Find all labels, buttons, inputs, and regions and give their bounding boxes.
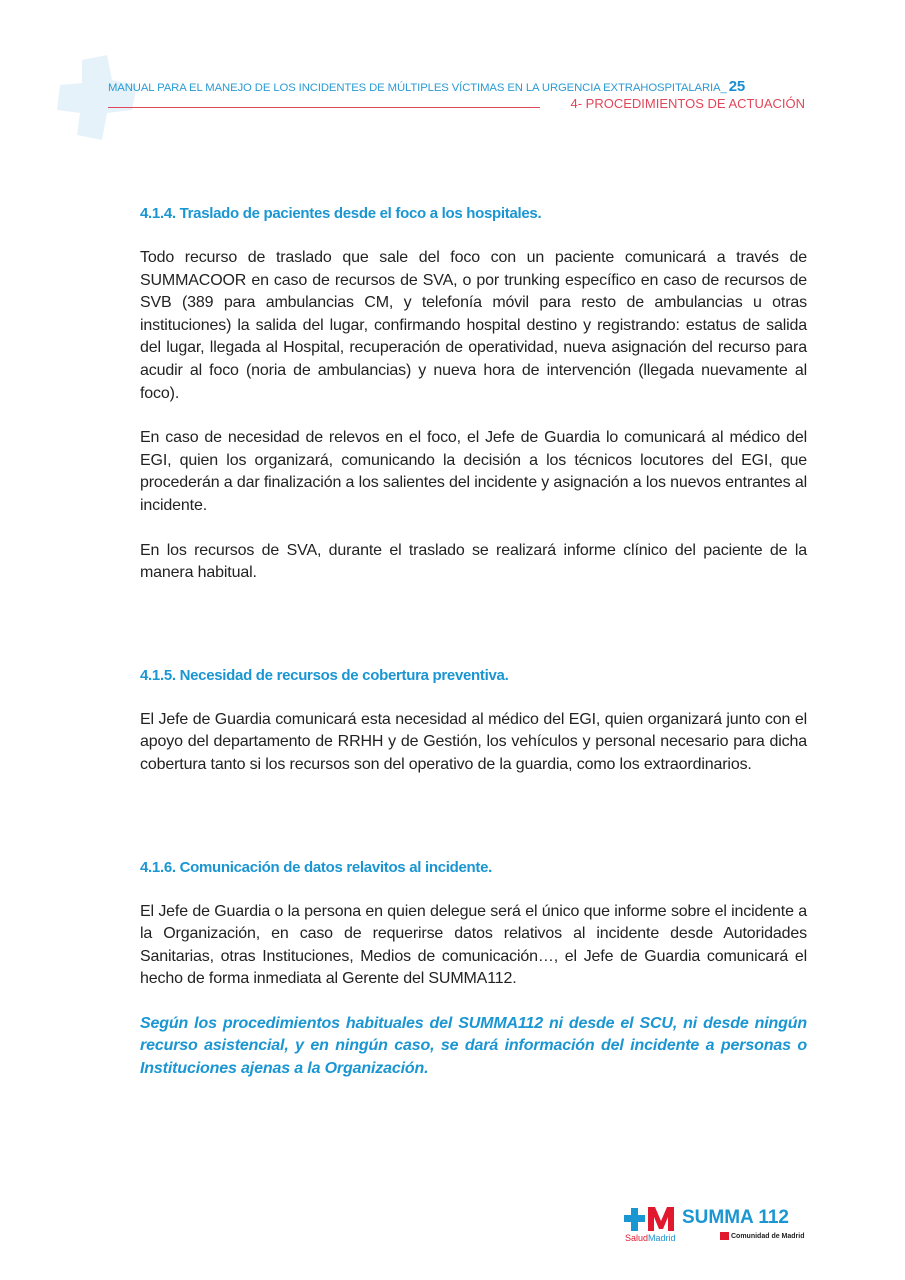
section-heading: 4.1.6. Comunicación de datos relavitos al incidente. bbox=[140, 858, 493, 876]
emphasis-paragraph: Según los procedimientos habituales del SUMMA112 ni desde el SCU, ni desde ningún recurso asistencial, y en ningún caso, se dará información del incidente a personas o Instituciones ajenas a la Organización. bbox=[140, 1014, 807, 1078]
salud-madrid-label: SaludMadrid bbox=[625, 1233, 676, 1243]
header-rule bbox=[108, 107, 540, 108]
salud-madrid-logo-icon bbox=[622, 1205, 678, 1233]
paragraph: El Jefe de Guardia o la persona en quien delegue será el único que informe sobre el incidente a la Organización, en caso de requerirse datos relativos al incidente desde Autoridades Sanitarias, otras Instituciones, Medios de comunicación…, el Jefe de Guardia comunicará el hecho de forma inmediata al Gerente del SUMMA112. bbox=[140, 902, 807, 988]
page-content bbox=[140, 205, 807, 1103]
comunidad-madrid-label: Comunidad de Madrid bbox=[720, 1232, 805, 1240]
comunidad-flag-icon bbox=[720, 1232, 729, 1240]
paragraph: El Jefe de Guardia comunicará esta necesidad al médico del EGI, quien organizará junto con el apoyo del departamento de RRHH y de Gestión, los vehículos y personal necesario para dicha cobertura tanto si los recursos son del operativo de la guardia, como los extraordinarios. bbox=[140, 710, 807, 773]
summa-brand: SUMMA 112 bbox=[682, 1207, 789, 1228]
paragraph: Todo recurso de traslado que sale del foco con un paciente comunicará a través de SUMMACOOR en caso de recursos de SVA, o por trunking específico en caso de recursos de SVB (389 para ambulancias CM, y telefonía móvil para resto de ambulancias u otras instituciones) la salida del lugar, confirmando hospital destino y registrando: estatus de salida del lugar, llegada al Hospital, recuperación de operatividad, nueva asignación del recurso para acudir al foco (noria de ambulancias) y nueva hora de intervención (llegada nuevamente al foco). bbox=[140, 249, 807, 402]
paragraph: En los recursos de SVA, durante el traslado se realizará informe clínico del paciente de la manera habitual. bbox=[140, 541, 807, 582]
page-number: 25 bbox=[728, 78, 746, 95]
section-heading: 4.1.4. Traslado de pacientes desde el foco a los hospitales. bbox=[140, 205, 542, 222]
header-title: MANUAL PARA EL MANEJO DE LOS INCIDENTES DE MÚLTIPLES VÍCTIMAS EN LA URGENCIA EXTRAHOSPITALARIA_ 25 bbox=[108, 78, 746, 95]
section-heading: 4.1.5. Necesidad de recursos de cobertura preventiva. bbox=[140, 666, 509, 684]
header-section: 4- PROCEDIMIENTOS DE ACTUACIÓN bbox=[570, 96, 805, 111]
paragraph: En caso de necesidad de relevos en el foco, el Jefe de Guardia lo comunicará al médico del EGI, quien los organizará, comunicando la decisión a los técnicos locutores del EGI, que procederán a dar finalización a los salientes del incidente y asignación a los nuevos entrantes al incidente. bbox=[140, 429, 807, 514]
cross-watermark-icon bbox=[52, 55, 142, 145]
